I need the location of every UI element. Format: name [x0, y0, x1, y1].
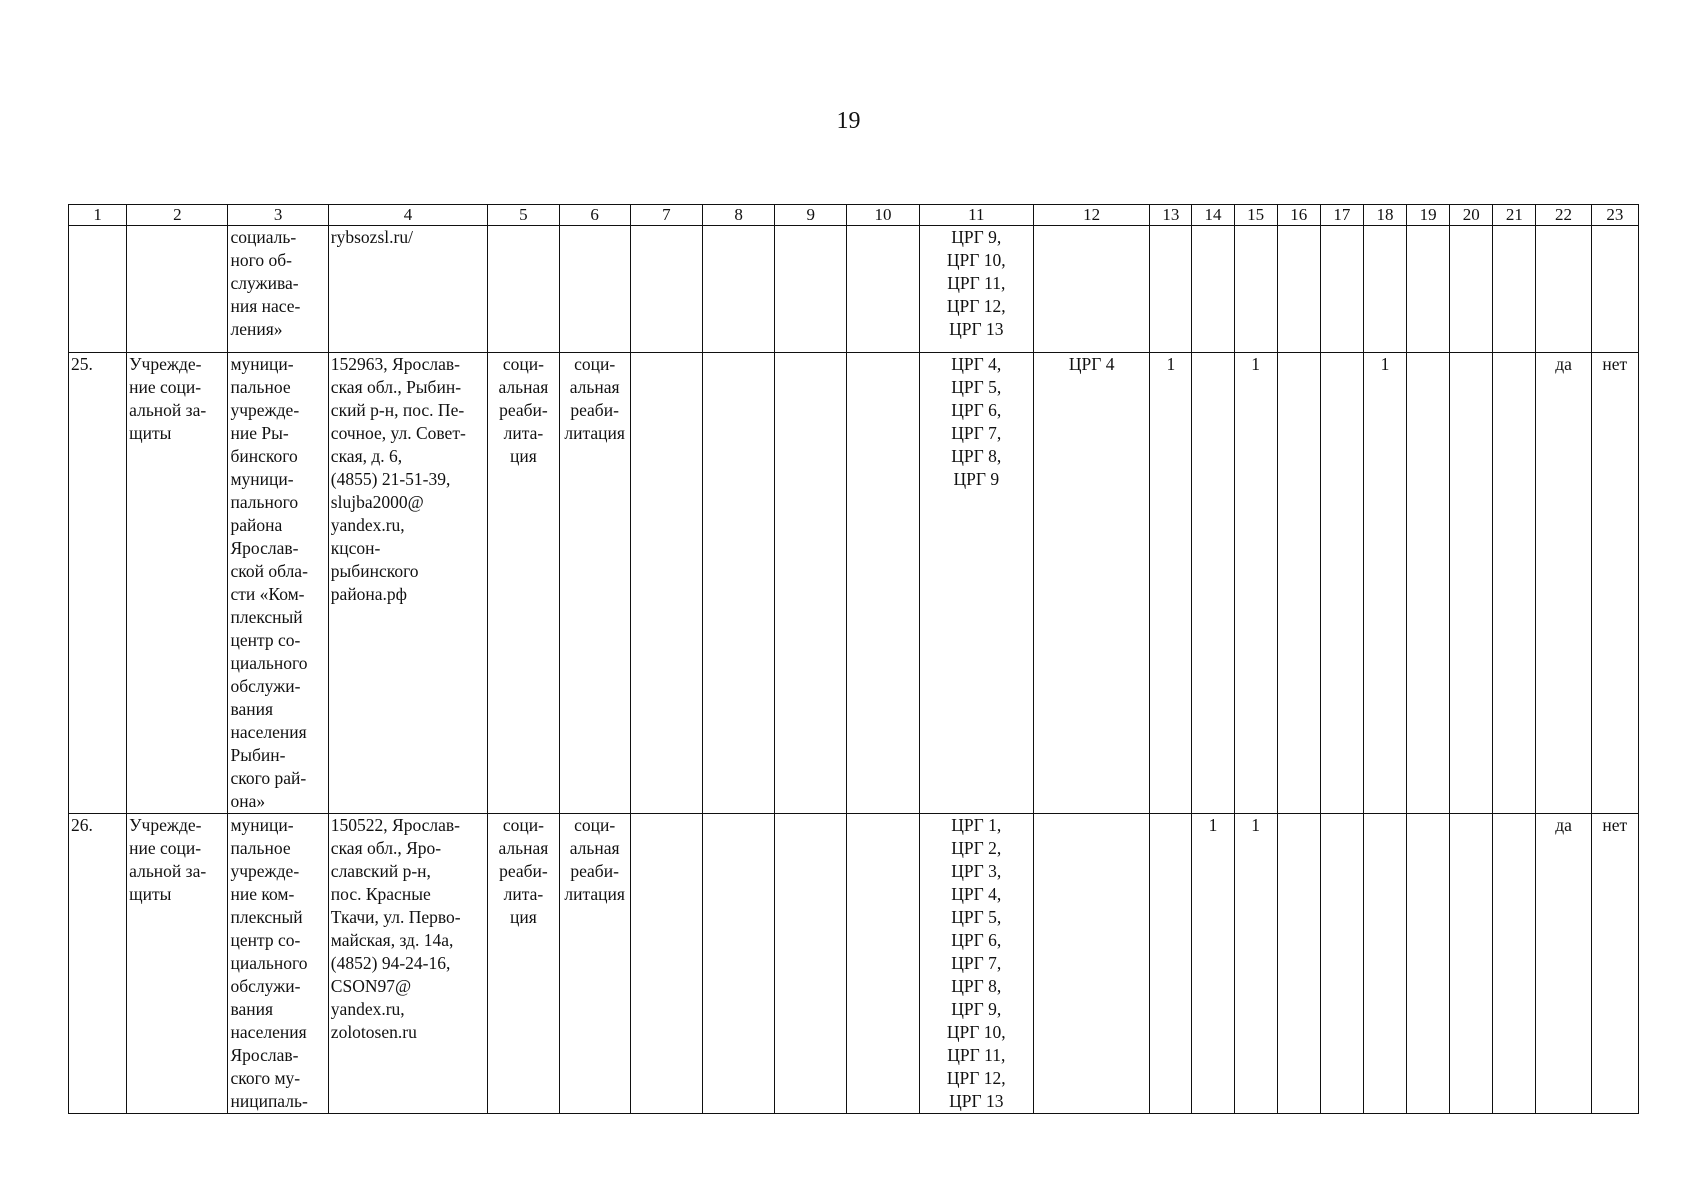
table-cell: rybsozsl.ru/: [328, 226, 488, 353]
table-cell: [630, 226, 702, 353]
column-header: 4: [328, 205, 488, 226]
table-cell: [1320, 814, 1363, 1114]
table-cell: [1277, 814, 1320, 1114]
column-header: 18: [1363, 205, 1406, 226]
table-row: [69, 226, 1639, 353]
table-cell: [1407, 353, 1450, 814]
table-cell: [847, 353, 919, 814]
table-cell: [69, 226, 127, 353]
table-cell: ЦРГ 4: [1033, 353, 1149, 814]
table-cell: 25.: [69, 353, 127, 814]
table-cell: [1277, 226, 1320, 353]
table-cell: [1033, 814, 1149, 1114]
table-cell: [1407, 814, 1450, 1114]
table-cell: [559, 226, 630, 353]
table-cell: нет: [1591, 353, 1638, 814]
table-cell: [702, 226, 774, 353]
column-header: 2: [127, 205, 228, 226]
table-cell: [1450, 353, 1493, 814]
table-cell: [630, 353, 702, 814]
table-cell: [127, 226, 228, 353]
column-header: 20: [1450, 205, 1493, 226]
table-cell: [1493, 353, 1536, 814]
table-cell: да: [1536, 814, 1591, 1114]
column-header: 9: [775, 205, 847, 226]
column-header: 8: [702, 205, 774, 226]
column-header: 7: [630, 205, 702, 226]
table-cell: 152963, Ярослав- ская обл., Рыбин- ский р-н, пос. Пе- сочное, ул. Совет- ская, д. 6, (4855) 21-51-39, slujba2000@ yandex.ru, кцсон- рыбинского района.рф: [328, 353, 488, 814]
table-cell: [630, 814, 702, 1114]
column-header: 11: [919, 205, 1033, 226]
table-cell: [775, 814, 847, 1114]
table-cell: [1150, 814, 1192, 1114]
table-cell: 1: [1150, 353, 1192, 814]
table-cell: [1277, 353, 1320, 814]
column-header: 5: [488, 205, 559, 226]
table-cell: 1: [1192, 814, 1234, 1114]
table-cell: [1407, 226, 1450, 353]
table-cell: [1150, 226, 1192, 353]
column-header: 17: [1320, 205, 1363, 226]
table-cell: [1536, 226, 1591, 353]
table-cell: [847, 226, 919, 353]
table-cell: [1033, 226, 1149, 353]
column-header: 16: [1277, 205, 1320, 226]
table-cell: социаль- ного об- служива- ния насе- ления»: [228, 226, 328, 353]
table-row: [69, 353, 1639, 814]
table-cell: 1: [1234, 353, 1277, 814]
table-cell: [1234, 226, 1277, 353]
table-cell: [1320, 226, 1363, 353]
column-header: 10: [847, 205, 919, 226]
column-header: 12: [1033, 205, 1149, 226]
column-header: 1: [69, 205, 127, 226]
header-row: [69, 205, 1639, 226]
table-cell: 1: [1363, 353, 1406, 814]
table-cell: 1: [1234, 814, 1277, 1114]
table-cell: [1363, 814, 1406, 1114]
column-header: 23: [1591, 205, 1638, 226]
column-header: 14: [1192, 205, 1234, 226]
table-cell: [847, 814, 919, 1114]
table-cell: да: [1536, 353, 1591, 814]
table-cell: ЦРГ 9, ЦРГ 10, ЦРГ 11, ЦРГ 12, ЦРГ 13: [919, 226, 1033, 353]
table-cell: муници- пальное учрежде- ние ком- плексный центр со- циального обслужи- вания населения Ярослав- ского му- ниципаль-: [228, 814, 328, 1114]
page-number: 19: [836, 108, 861, 134]
table-cell: [1192, 353, 1234, 814]
table-cell: [1450, 226, 1493, 353]
table-cell: [1493, 226, 1536, 353]
table-cell: Учрежде- ние соци- альной за- щиты: [127, 814, 228, 1114]
table-cell: [1591, 226, 1638, 353]
table-cell: [702, 353, 774, 814]
table-cell: ЦРГ 4, ЦРГ 5, ЦРГ 6, ЦРГ 7, ЦРГ 8, ЦРГ 9: [919, 353, 1033, 814]
column-header: 19: [1407, 205, 1450, 226]
column-header: 13: [1150, 205, 1192, 226]
data-table: [68, 204, 1639, 1114]
table-cell: 150522, Ярослав- ская обл., Яро- славский р-н, пос. Красные Ткачи, ул. Перво- майская, зд. 14а, (4852) 94-24-16, CSON97@ yandex.ru, zolotosen.ru: [328, 814, 488, 1114]
column-header: 21: [1493, 205, 1536, 226]
table-cell: соци- альная реаби- литация: [559, 353, 630, 814]
table-row: [69, 814, 1639, 1114]
column-header: 3: [228, 205, 328, 226]
table-cell: [1192, 226, 1234, 353]
table-cell: [1450, 814, 1493, 1114]
table-cell: [1493, 814, 1536, 1114]
table-cell: соци- альная реаби- литация: [559, 814, 630, 1114]
table-cell: муници- пальное учрежде- ние Ры- бинского муници- пального района Ярослав- ской обла- сти «Ком- плексный центр со- циального обслужи- вания населения Рыбин- ского рай- она»: [228, 353, 328, 814]
column-header: 15: [1234, 205, 1277, 226]
table-cell: ЦРГ 1, ЦРГ 2, ЦРГ 3, ЦРГ 4, ЦРГ 5, ЦРГ 6, ЦРГ 7, ЦРГ 8, ЦРГ 9, ЦРГ 10, ЦРГ 11, ЦРГ 12, ЦРГ 13: [919, 814, 1033, 1114]
table-cell: [775, 226, 847, 353]
table-cell: [1363, 226, 1406, 353]
table-cell: соци- альная реаби- лита- ция: [488, 814, 559, 1114]
table-cell: Учрежде- ние соци- альной за- щиты: [127, 353, 228, 814]
column-header: 22: [1536, 205, 1591, 226]
table-cell: [702, 814, 774, 1114]
table-cell: [1320, 353, 1363, 814]
table-cell: [488, 226, 559, 353]
column-header: 6: [559, 205, 630, 226]
table-cell: соци- альная реаби- лита- ция: [488, 353, 559, 814]
table-cell: [775, 353, 847, 814]
table-cell: нет: [1591, 814, 1638, 1114]
table-cell: 26.: [69, 814, 127, 1114]
